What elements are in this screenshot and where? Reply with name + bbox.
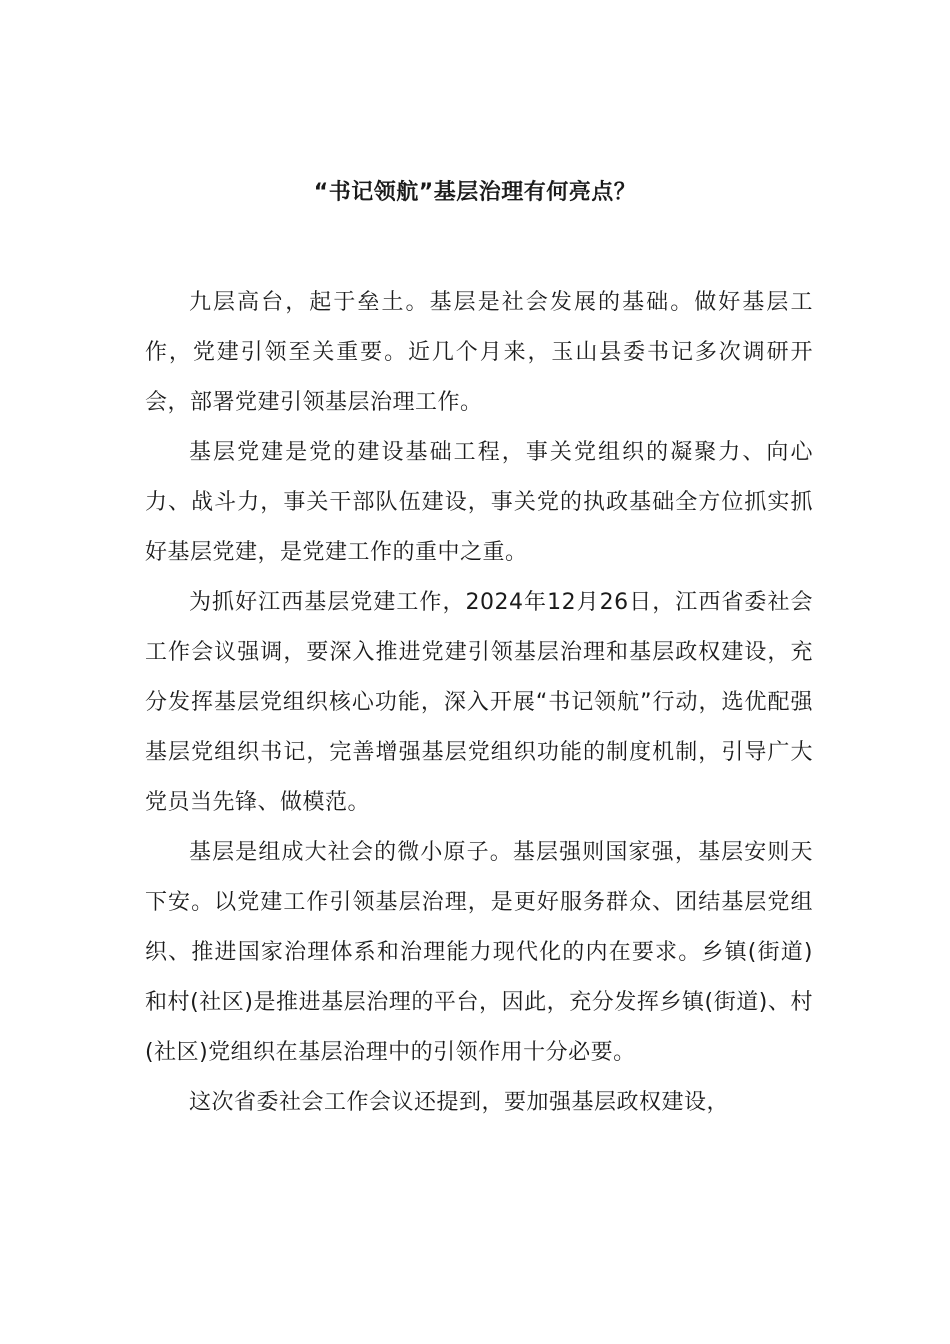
- document-body: [145, 278, 813, 1128]
- paragraph: 这次省委社会工作会议还提到，要加强基层政权建设，: [189, 1090, 730, 1115]
- paragraph: 为抓好江西基层党建工作，2024年12月26日，江西省委社会工作会议强调，要深入推进党建引领基层治理和基层政权建设，充分发挥基层党组织核心功能，深入开展“书记领航”行动，选优配强基层党组织书记，完善增强基层党组织功能的制度机制，引导广大党员当先锋、做模范。: [145, 590, 813, 815]
- paragraph: 基层党建是党的建设基础工程，事关党组织的凝聚力、向心力、战斗力，事关干部队伍建设，事关党的执政基础全方位抓实抓好基层党建，是党建工作的重中之重。: [145, 440, 813, 565]
- paragraph: 基层是组成大社会的微小原子。基层强则国家强，基层安则天下安。以党建工作引领基层治理，是更好服务群众、团结基层党组织、推进国家治理体系和治理能力现代化的内在要求。乡镇(街道)和村(社区)是推进基层治理的平台，因此，充分发挥乡镇(街道)、村(社区)党组织在基层治理中的引领作用十分必要。: [145, 840, 813, 1065]
- document-title: “书记领航”基层治理有何亮点？: [313, 179, 637, 205]
- paragraph: 九层高台，起于垒土。基层是社会发展的基础。做好基层工作，党建引领至关重要。近几个月来，玉山县委书记多次调研开会，部署党建引领基层治理工作。: [145, 290, 813, 415]
